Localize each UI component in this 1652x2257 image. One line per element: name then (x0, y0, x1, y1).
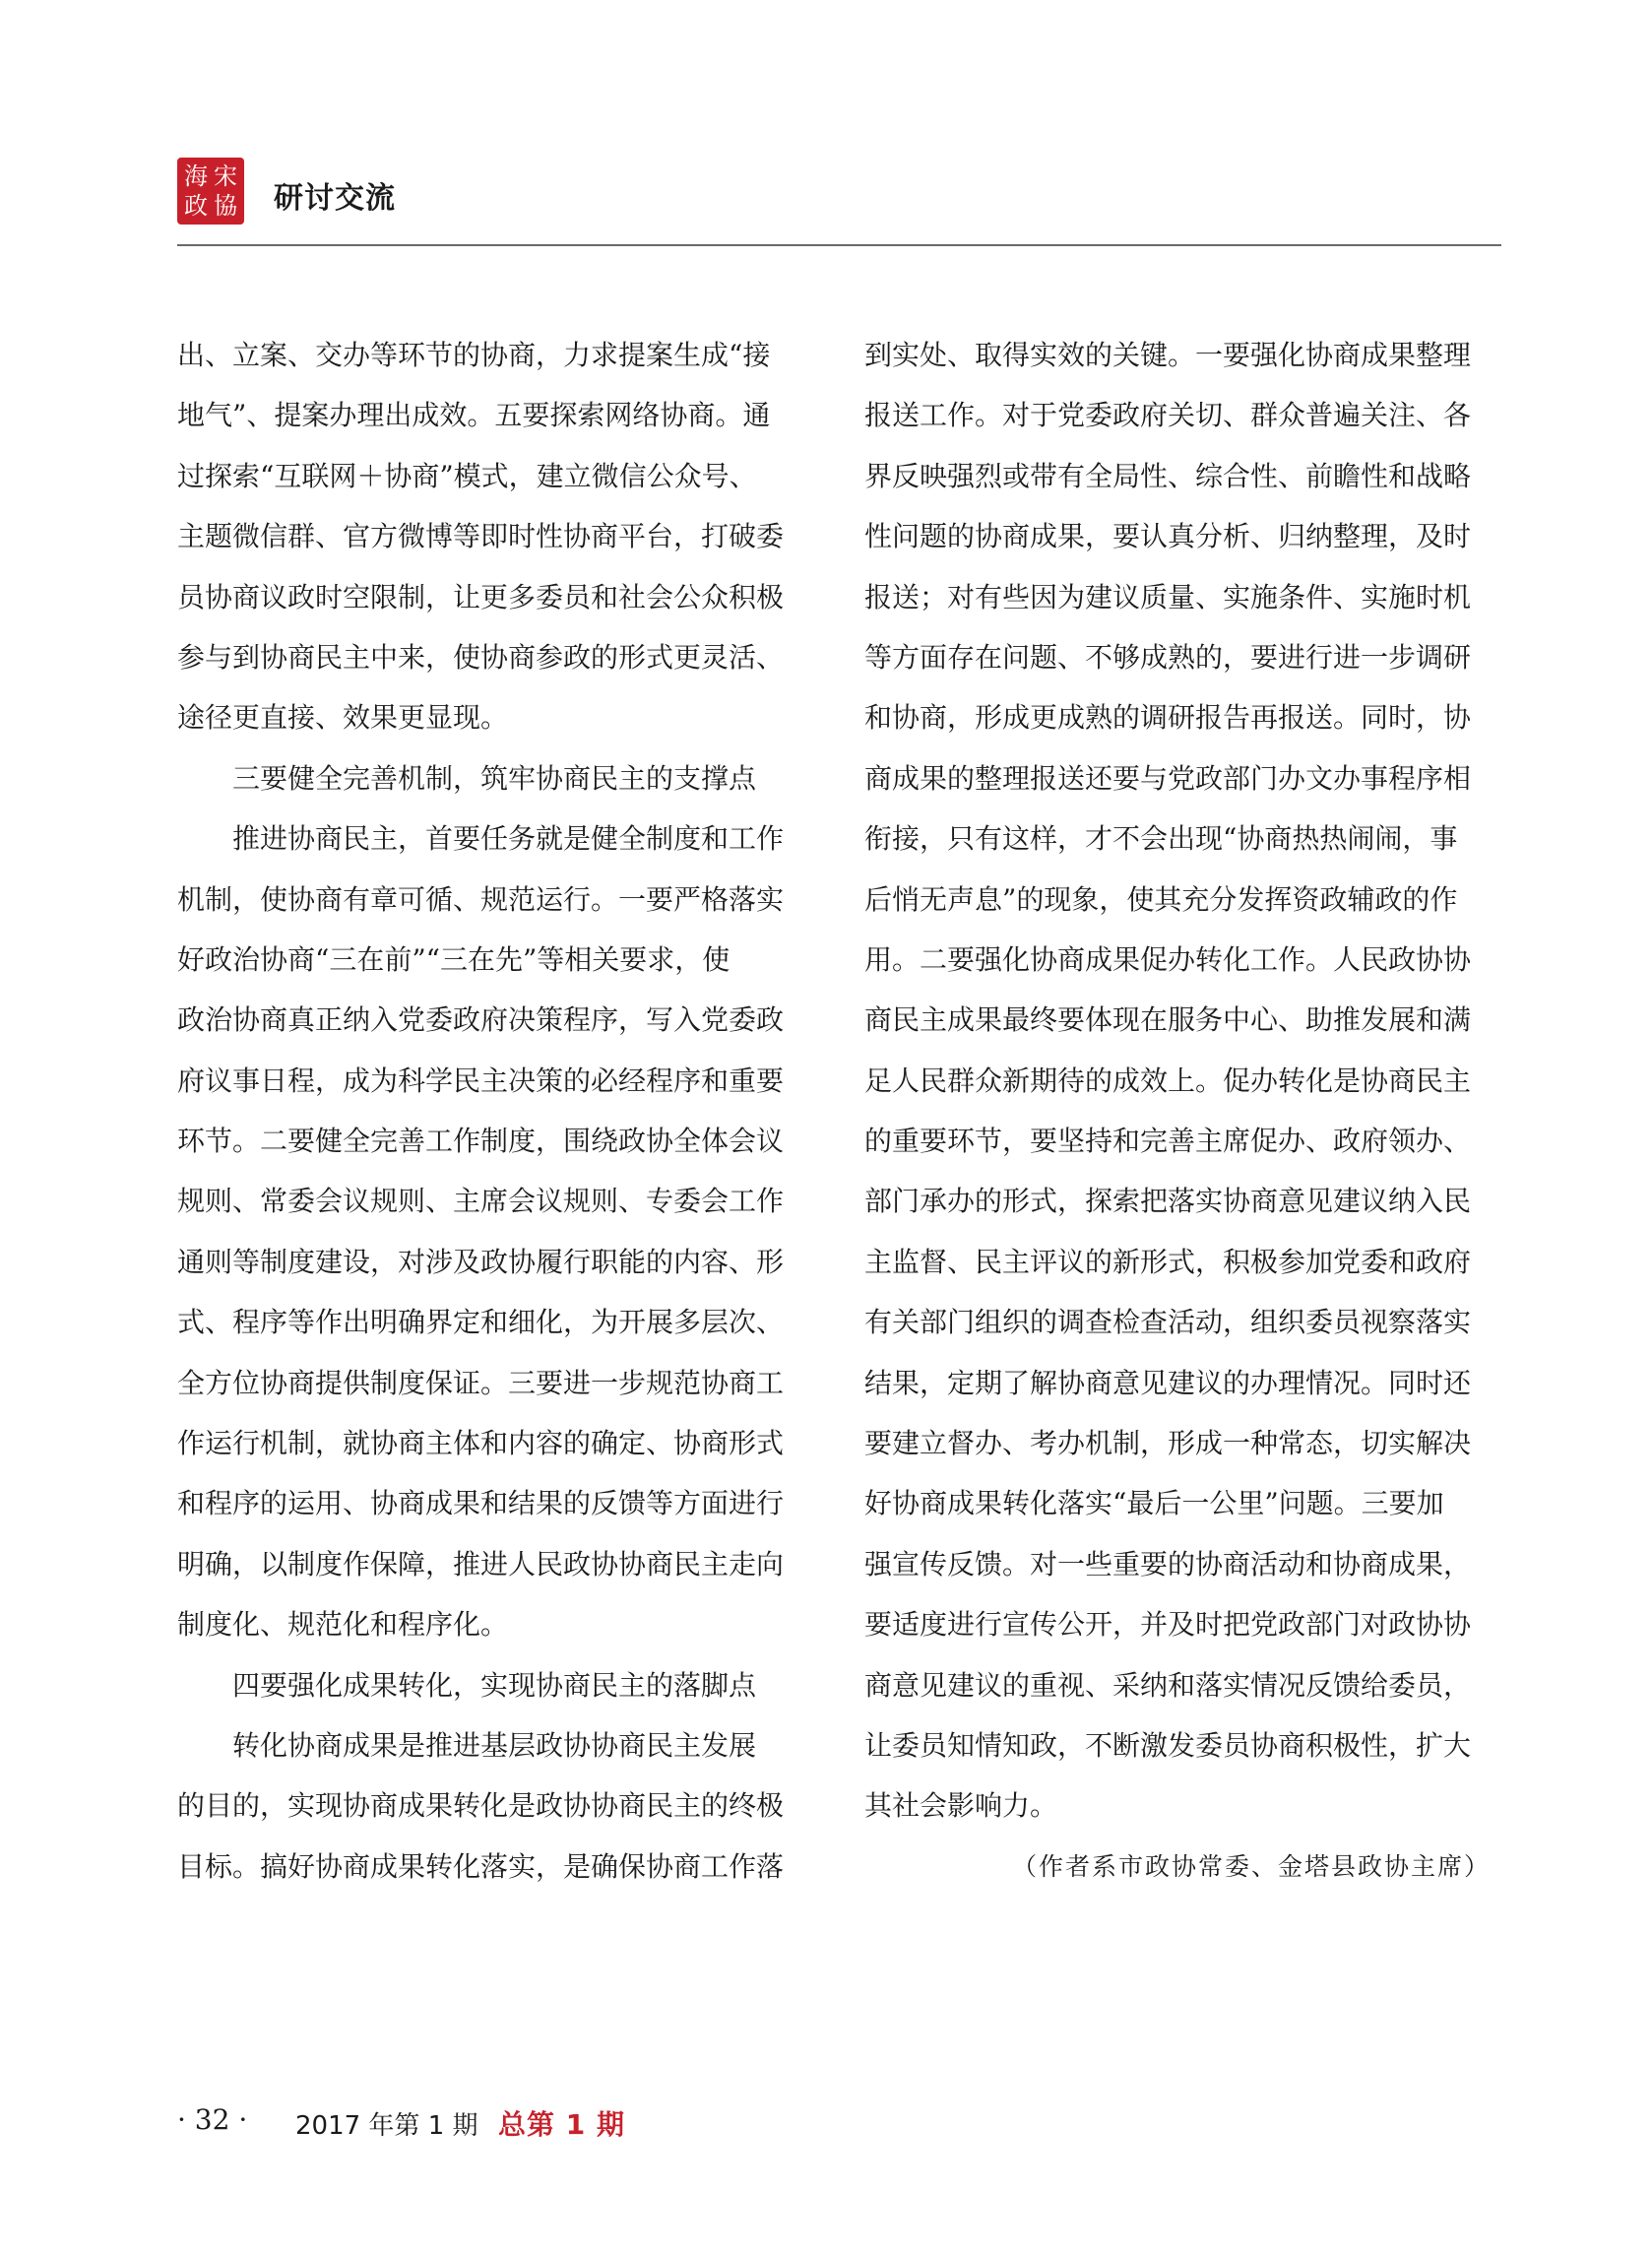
logo-char: 協 (214, 192, 237, 220)
text-line: 主题微信群、官方微博等即时性协商平台，打破委 (177, 520, 785, 553)
text-line: 目标。搞好协商成果转化落实，是确保协商工作落 (177, 1849, 785, 1883)
text-line: 商民主成果最终要体现在服务中心、助推发展和满 (864, 1003, 1472, 1037)
text-line: 用。二要强化协商成果促办转化工作。人民政协协 (864, 942, 1472, 976)
text-line: 府议事日程，成为科学民主决策的必经程序和重要 (177, 1064, 785, 1097)
text-line: 途径更直接、效果更显现。 (177, 701, 509, 735)
text-line: 明确，以制度作保障，推进人民政协协商民主走向 (177, 1547, 785, 1580)
text-line: 主监督、民主评议的新形式，积极参加党委和政府 (864, 1245, 1472, 1278)
text-line: 全方位协商提供制度保证。三要进一步规范协商工 (177, 1366, 785, 1399)
text-line: 界反映强烈或带有全局性、综合性、前瞻性和战略 (864, 459, 1472, 492)
text-line: 和程序的运用、协商成果和结果的反馈等方面进行 (177, 1487, 785, 1520)
text-line: 推进协商民主，首要任务就是健全制度和工作 (232, 822, 785, 856)
issue-label: 2017 年第 1 期 (295, 2111, 478, 2141)
section-title: 研讨交流 (274, 181, 396, 216)
seal-logo (177, 158, 244, 225)
text-line: 报送；对有些因为建议质量、实施条件、实施时机 (864, 580, 1472, 613)
text-line: 衔接，只有这样，才不会出现“协商热热闹闹，事 (864, 822, 1458, 856)
section-heading: 三要健全完善机制，筑牢协商民主的支撑点 (232, 761, 757, 795)
logo-char: 海 (184, 162, 208, 190)
text-line: 过探索“互联网＋协商”模式，建立微信公众号、 (177, 459, 757, 492)
text-line: 出、立案、交办等环节的协商，力求提案生成“接 (177, 339, 771, 371)
text-line: 结果，定期了解协商意见建议的办理情况。同时还 (864, 1366, 1472, 1399)
text-line: 员协商议政时空限制，让更多委员和社会公众积极 (177, 580, 785, 613)
text-line: 让委员知情知政，不断激发委员协商积极性，扩大 (864, 1728, 1472, 1762)
section-heading: 四要强化成果转化，实现协商民主的落脚点 (232, 1668, 757, 1702)
text-line: 的目的，实现协商成果转化是政协协商民主的终极 (177, 1789, 785, 1823)
text-line: 足人民群众新期待的成效上。促办转化是协商民主 (864, 1064, 1472, 1097)
text-line: 地气”、提案办理出成效。五要探索网络协商。通 (177, 399, 771, 432)
text-line: 到实处、取得实效的关键。一要强化协商成果整理 (864, 339, 1472, 371)
text-line: 其社会影响力。 (864, 1789, 1058, 1823)
text-line: 后悄无声息”的现象，使其充分发挥资政辅政的作 (864, 882, 1458, 916)
text-line: 好协商成果转化落实“最后一公里”问题。三要加 (864, 1487, 1444, 1520)
text-line: 通则等制度建设，对涉及政协履行职能的内容、形 (177, 1245, 785, 1278)
page-number: · 32 · (177, 2103, 248, 2136)
text-line: 式、程序等作出明确界定和细化，为开展多层次、 (177, 1306, 785, 1339)
text-line: 商成果的整理报送还要与党政部门办文办事程序相 (864, 761, 1472, 795)
text-line: 商意见建议的重视、采纳和落实情况反馈给委员， (864, 1668, 1472, 1702)
text-line: 有关部门组织的调查检查活动，组织委员视察落实 (864, 1306, 1472, 1339)
text-line: 规则、常委会议规则、主席会议规则、专委会工作 (177, 1185, 785, 1218)
logo-char: 政 (184, 192, 208, 220)
text-line: 制度化、规范化和程序化。 (177, 1608, 509, 1642)
text-line: 要建立督办、考办机制，形成一种常态，切实解决 (864, 1427, 1472, 1460)
text-line: 好政治协商“三在前”“三在先”等相关要求，使 (177, 942, 731, 976)
total-issue-label: 总第 1 期 (498, 2108, 625, 2141)
page-header (177, 158, 1501, 246)
left-column (177, 325, 813, 1897)
text-line: 环节。二要健全完善工作制度，围绕政协全体会议 (177, 1125, 785, 1158)
text-line: 和协商，形成更成熟的调研报告再报送。同时，协 (864, 701, 1472, 735)
text-line: 作运行机制，就协商主体和内容的确定、协商形式 (177, 1427, 785, 1460)
text-line: 等方面存在问题、不够成熟的，要进行进一步调研 (864, 640, 1472, 674)
logo-char: 宋 (214, 162, 237, 190)
text-line: 要适度进行宣传公开，并及时把党政部门对政协协 (864, 1608, 1472, 1642)
author-attribution: （作者系市政协常委、金塔县政协主席） (1011, 1851, 1491, 1881)
text-line: 参与到协商民主中来，使协商参政的形式更灵活、 (177, 640, 785, 674)
header-divider (177, 244, 1501, 246)
text-line: 强宣传反馈。对一些重要的协商活动和协商成果， (864, 1547, 1472, 1580)
page-footer (177, 2097, 768, 2147)
right-column (864, 325, 1500, 1897)
text-line: 报送工作。对于党委政府关切、群众普遍关注、各 (864, 399, 1472, 432)
text-line: 部门承办的形式，探索把落实协商意见建议纳入民 (864, 1185, 1472, 1218)
text-line: 机制，使协商有章可循、规范运行。一要严格落实 (177, 882, 785, 916)
text-line: 性问题的协商成果，要认真分析、归纳整理，及时 (864, 520, 1472, 553)
text-line: 的重要环节，要坚持和完善主席促办、政府领办、 (864, 1125, 1472, 1158)
text-line: 政治协商真正纳入党委政府决策程序，写入党委政 (177, 1003, 785, 1037)
text-line: 转化协商成果是推进基层政协协商民主发展 (232, 1728, 757, 1762)
